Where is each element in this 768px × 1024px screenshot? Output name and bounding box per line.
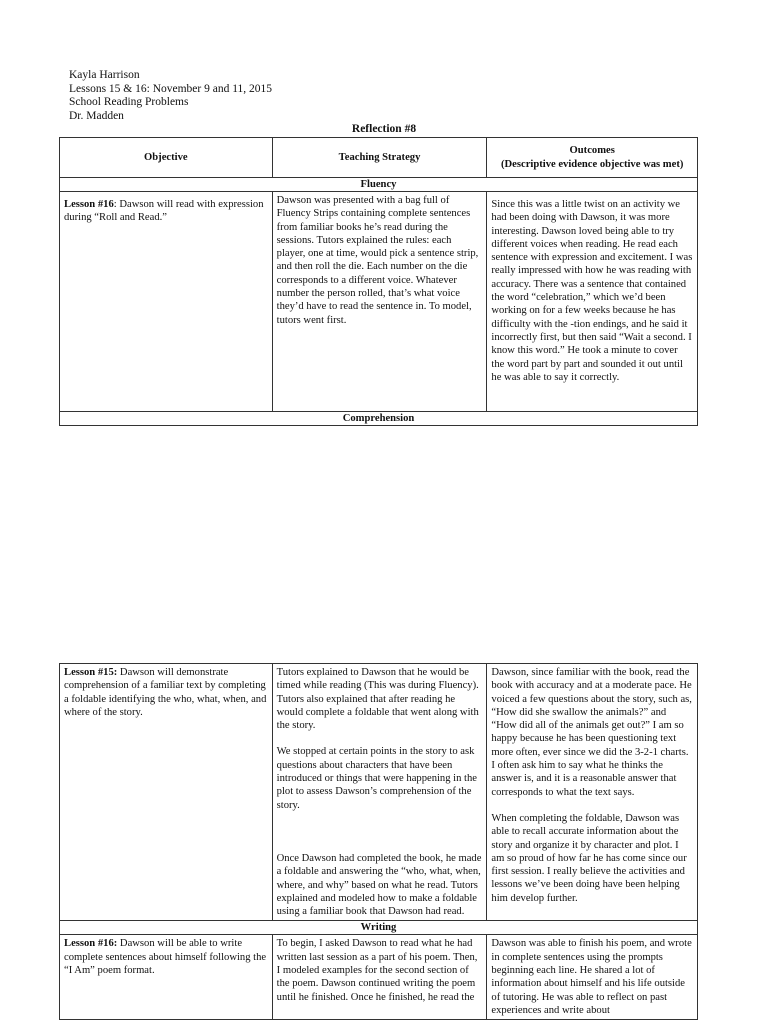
- table-row: [60, 664, 698, 921]
- fluency-strategy: Dawson was presented with a bag full of Fluency Strips containing complete sentences from familiar books he’s read during the sessions. Tutors explained the rules: each player, one at time, would pick a sentence strip, and then roll the die. Each number on the die corresponds to a different voice. Whatever number the person rolled, that’s what voice they’d have to read the sentence in. To model, tutors went first.: [272, 192, 487, 412]
- strategy-paragraph: We stopped at certain points in the story to ask questions about characters that have been introduced or things that were happening in the plot to assess Dawson’s comprehension of the story.: [276, 746, 478, 811]
- reflection-table-page2: [59, 663, 698, 1020]
- instructor-name: Dr. Madden: [69, 109, 124, 122]
- writing-objective: [60, 935, 273, 1020]
- comprehension-strategy: [272, 664, 487, 921]
- outcomes-header-line2: (Descriptive evidence objective was met): [501, 158, 684, 170]
- section-writing: Writing: [60, 921, 698, 935]
- objective-text: Dawson will be able to write complete sentences about himself following the “I Am” poem format.: [64, 938, 267, 977]
- section-comprehension: Comprehension: [60, 412, 698, 426]
- document-header: [69, 69, 272, 123]
- comprehension-objective: [60, 664, 273, 921]
- writing-outcome: Dawson was able to finish his poem, and wrote in complete sentences using the prompts beginning each line. He shared a lot of information about himself and his life outside of tutoring. He was able to reflect on past experiences and write about: [487, 935, 698, 1020]
- section-row-fluency: [60, 178, 698, 192]
- table-row: [60, 935, 698, 1020]
- objective-header: Objective: [60, 138, 273, 178]
- section-row-writing: [60, 921, 698, 935]
- writing-strategy: To begin, I asked Dawson to read what he had written last session as a part of his poem. Then, I modeled examples for the second section of the poem. Dawson continued writing the poem until he finished. Once he finished, he read the: [272, 935, 487, 1020]
- lesson-dates: Lessons 15 & 16: November 9 and 11, 2015: [69, 82, 273, 95]
- table-header-row: [60, 138, 698, 178]
- section-fluency: Fluency: [60, 178, 698, 192]
- section-row-comprehension: [60, 412, 698, 426]
- outcomes-header-line1: Outcomes: [569, 145, 615, 157]
- objective-text: : Dawson will read with expression during “Roll and Read.”: [64, 199, 264, 224]
- fluency-objective: [60, 192, 273, 412]
- table-row: [60, 192, 698, 412]
- outcome-paragraph: Dawson, since familiar with the book, read the book with accuracy and at a moderate pace. He voiced a few questions about the story, such as, “How did she swallow the animals?” and “How did all of the animals get out?” I am so happy because he has been questioning text more often, ever since we did the 3-2-1 charts. I often ask him to say what he thinks the answer is, and it is a reasonable answer that corresponds to what the text says.: [491, 667, 692, 798]
- outcomes-header: [487, 138, 698, 178]
- comprehension-outcome: [487, 664, 698, 921]
- fluency-outcome: Since this was a little twist on an activity we had been doing with Dawson, it was more interesting. Dawson loved being able to try different voices when reading. He read each sentence with expression and excitement. I was really impressed with how he was reading with accuracy. There was a sentence that contained the word “celebration,” which we’d been working on for a few weeks because he has difficulty with the -tion endings, and he said it incorrectly first, but then said “Wait a second. I know this word.” He took a minute to cover the word part by part and sounded it out until he was able to say it correctly.: [487, 192, 698, 412]
- lesson-label: Lesson #15:: [64, 667, 118, 678]
- strategy-header: Teaching Strategy: [272, 138, 487, 178]
- outcome-paragraph: When completing the foldable, Dawson was able to recall accurate information about the story and organize it by character and plot. I am so proud of how far he has come since our first session. I really believe the activities and lessons we’ve been doing have been helping him develop further.: [491, 812, 687, 904]
- objective-text: Dawson will demonstrate comprehension of a familiar text by completing a foldable identifying the who, what, when, and where of the story.: [64, 667, 267, 718]
- course-name: School Reading Problems: [69, 96, 189, 109]
- author-name: Kayla Harrison: [69, 69, 140, 81]
- strategy-paragraph: Once Dawson had completed the book, he made a foldable and answering the “who, what, when, where, and why” based on what he read. Tutors explained and modeled how to make a foldable using a familiar book that Dawson had read.: [276, 852, 482, 918]
- lesson-label: Lesson #16:: [64, 938, 118, 950]
- lesson-label: Lesson #16: [64, 199, 114, 210]
- strategy-paragraph: Tutors explained to Dawson that he would be timed while reading (This was during Fluency). Tutors also explained that after reading he would complete a foldable that went along with the story.: [276, 667, 479, 732]
- reflection-title: Reflection #8: [351, 123, 417, 135]
- reflection-table-page1: [59, 137, 698, 426]
